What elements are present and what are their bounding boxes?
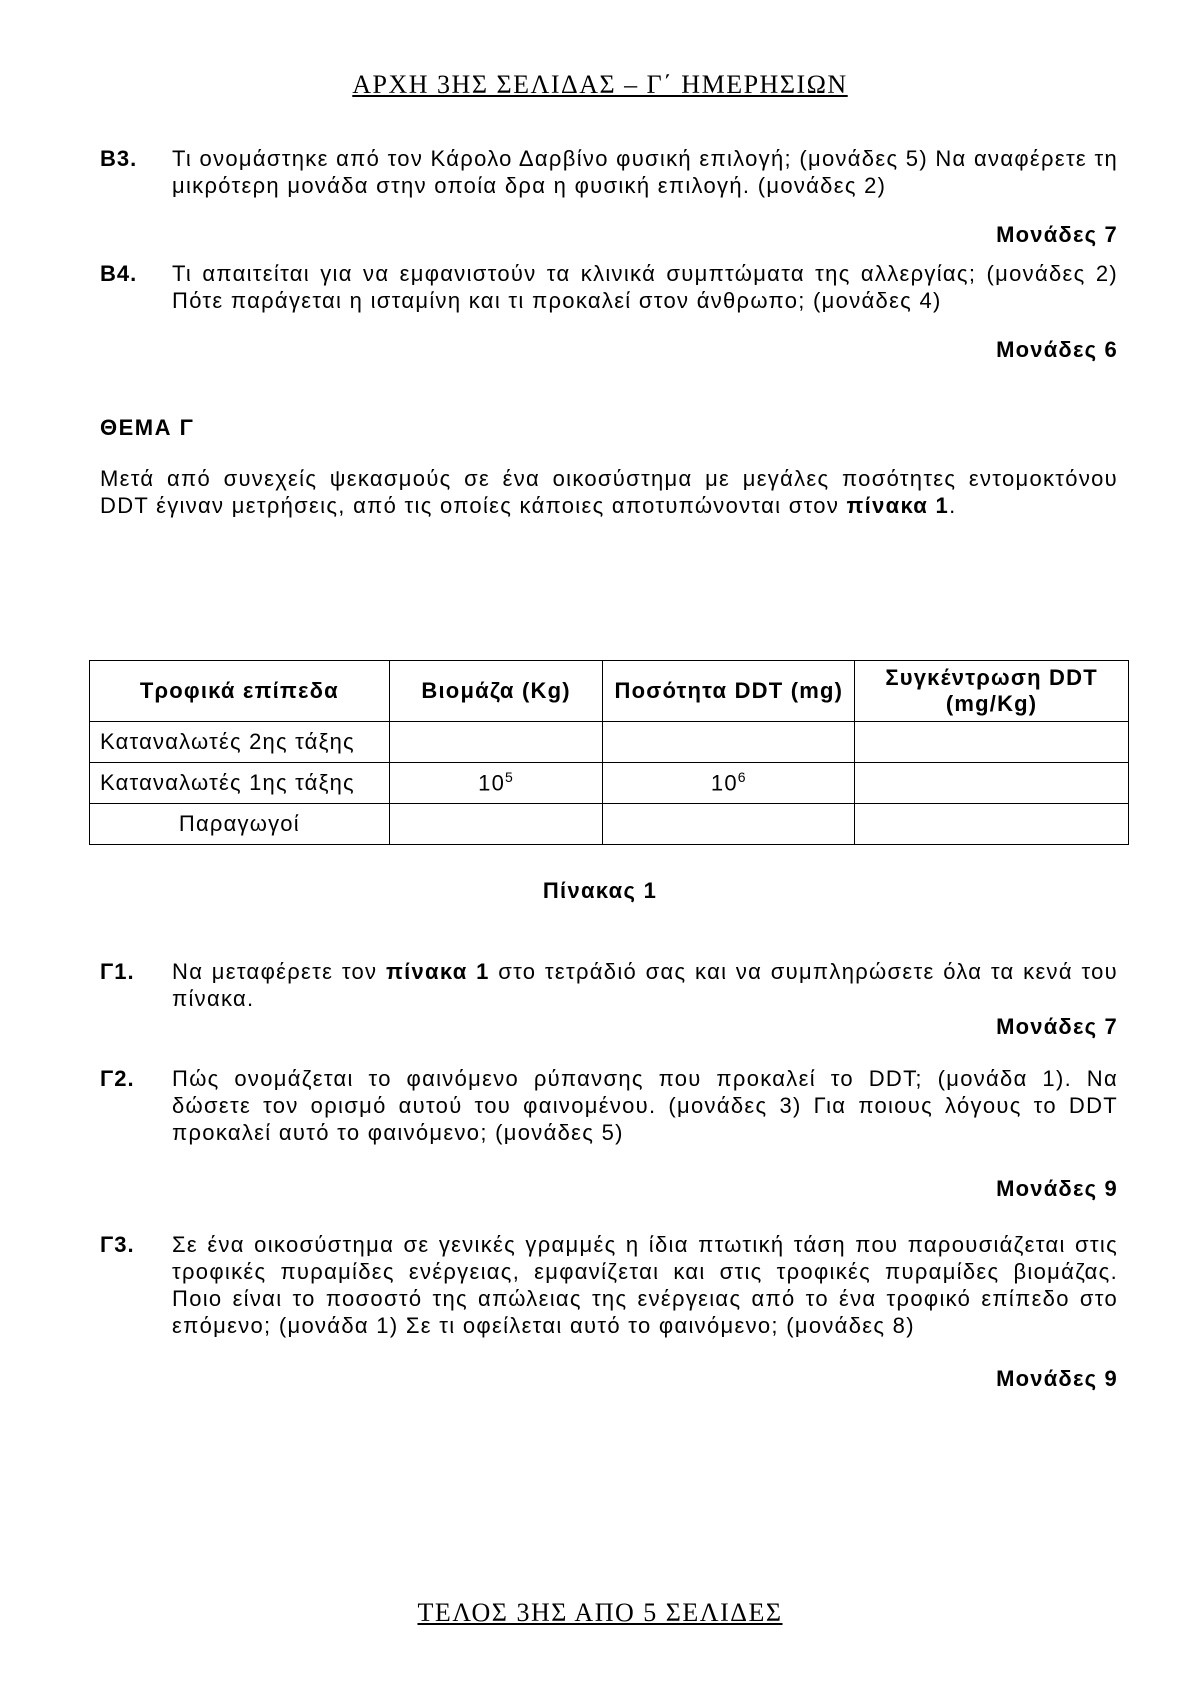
marks-g2: Μονάδες 9 <box>996 1176 1118 1201</box>
marks-b3: Μονάδες 7 <box>996 222 1118 247</box>
table-cell-concentration <box>855 763 1129 804</box>
table-cell-ddt <box>603 722 855 763</box>
question-g3 <box>100 1231 1118 1339</box>
question-b4 <box>100 260 1118 314</box>
data-table <box>89 660 1129 845</box>
ddt-base: 10 <box>710 770 738 796</box>
table-row <box>90 722 1129 763</box>
intro-paragraph <box>100 465 1118 519</box>
table-header-cell: Βιομάζα (Kg) <box>389 661 603 722</box>
biomass-base: 10 <box>478 770 506 796</box>
table-header-cell: Τροφικά επίπεδα <box>90 661 390 722</box>
section-heading: ΘΕΜΑ Γ <box>100 415 195 440</box>
page-footer: ΤΕΛΟΣ 3ΗΣ ΑΠΟ 5 ΣΕΛΙΔΕΣ <box>417 1598 783 1627</box>
table-cell-biomass <box>389 804 603 845</box>
question-b3 <box>100 145 1118 199</box>
marks-g3: Μονάδες 9 <box>996 1366 1118 1391</box>
marks-b4: Μονάδες 6 <box>996 337 1118 362</box>
table-cell-concentration <box>855 722 1129 763</box>
table-cell-level: Παραγωγοί <box>90 804 390 845</box>
question-number: Β3. <box>100 146 138 171</box>
intro-bold: πίνακα 1 <box>846 493 950 518</box>
question-number: Β4. <box>100 261 138 286</box>
question-text: Τι ονομάστηκε από τον Κάρολο Δαρβίνο φυσική επιλογή; (μονάδες 5) Να αναφέρετε τη μικρότερη μονάδα στην οποία δρα η φυσική επιλογή. (μονάδες 2) <box>172 146 1118 198</box>
table-row <box>90 804 1129 845</box>
question-number: Γ3. <box>100 1232 135 1257</box>
table-cell-biomass <box>389 722 603 763</box>
question-text-part: Να μεταφέρετε τον <box>172 959 386 984</box>
table-cell-level: Καταναλωτές 2ης τάξης <box>90 722 390 763</box>
ddt-exponent: 6 <box>737 769 747 786</box>
table-header-cell: Συγκέντρωση DDT (mg/Kg) <box>855 661 1129 722</box>
biomass-exponent: 5 <box>505 769 515 786</box>
table-cell-concentration <box>855 804 1129 845</box>
question-text <box>172 958 1118 1012</box>
table-cell-biomass <box>389 763 603 804</box>
question-text-bold: πίνακα 1 <box>385 959 490 984</box>
question-text: Πώς ονομάζεται το φαινόμενο ρύπανσης που προκαλεί το DDT; (μονάδα 1). Να δώσετε τον ορισμό αυτού του φαινομένου. (μονάδες 3) Για ποιους λόγους το DDT προκαλεί αυτό το φαινόμενο; (μονάδες 5) <box>172 1066 1118 1145</box>
question-number: Γ2. <box>100 1066 135 1091</box>
page-header: ΑΡΧΗ 3ΗΣ ΣΕΛΙΔΑΣ – Γ΄ ΗΜΕΡΗΣΙΩΝ <box>352 70 848 99</box>
question-g2 <box>100 1065 1118 1146</box>
table-cell-ddt <box>603 804 855 845</box>
table-header-row <box>90 661 1129 722</box>
question-text: Τι απαιτείται για να εμφανιστούν τα κλινικά συμπτώματα της αλλεργίας; (μονάδες 2) Πότε παράγεται η ισταμίνη και τι προκαλεί στον άνθρωπο; (μονάδες 4) <box>172 261 1118 313</box>
question-text: Σε ένα οικοσύστημα σε γενικές γραμμές η ίδια πτωτική τάση που παρουσιάζεται στις τροφικές πυραμίδες ενέργειας, εμφανίζεται και στις τροφικές πυραμίδες βιομάζας. Ποιο είναι το ποσοστό της απώλειας της ενέργειας από το ένα τροφικό επίπεδο στο επόμενο; (μονάδα 1) Σε τι οφείλεται αυτό το φαινόμενο; (μονάδες 8) <box>172 1232 1118 1338</box>
marks-g1: Μονάδες 7 <box>996 1014 1118 1039</box>
table-header-cell: Ποσότητα DDT (mg) <box>603 661 855 722</box>
table-caption: Πίνακας 1 <box>542 878 658 903</box>
table-cell-ddt <box>603 763 855 804</box>
intro-text: Μετά από συνεχείς ψεκασμούς σε ένα οικοσύστημα με μεγάλες ποσότητες εντομοκτόνου DDT έγιναν μετρήσεις, από τις οποίες κάποιες αποτυπώνονται στον <box>100 466 1118 518</box>
table-row <box>90 763 1129 804</box>
question-g1 <box>100 958 1118 1012</box>
intro-end: . <box>949 493 957 518</box>
question-text-part: στο τετράδιό σας και να συμπληρώσετε όλα τα κενά του πίνακα. <box>172 959 1119 1011</box>
question-number: Γ1. <box>100 959 135 984</box>
table-cell-level: Καταναλωτές 1ης τάξης <box>90 763 390 804</box>
